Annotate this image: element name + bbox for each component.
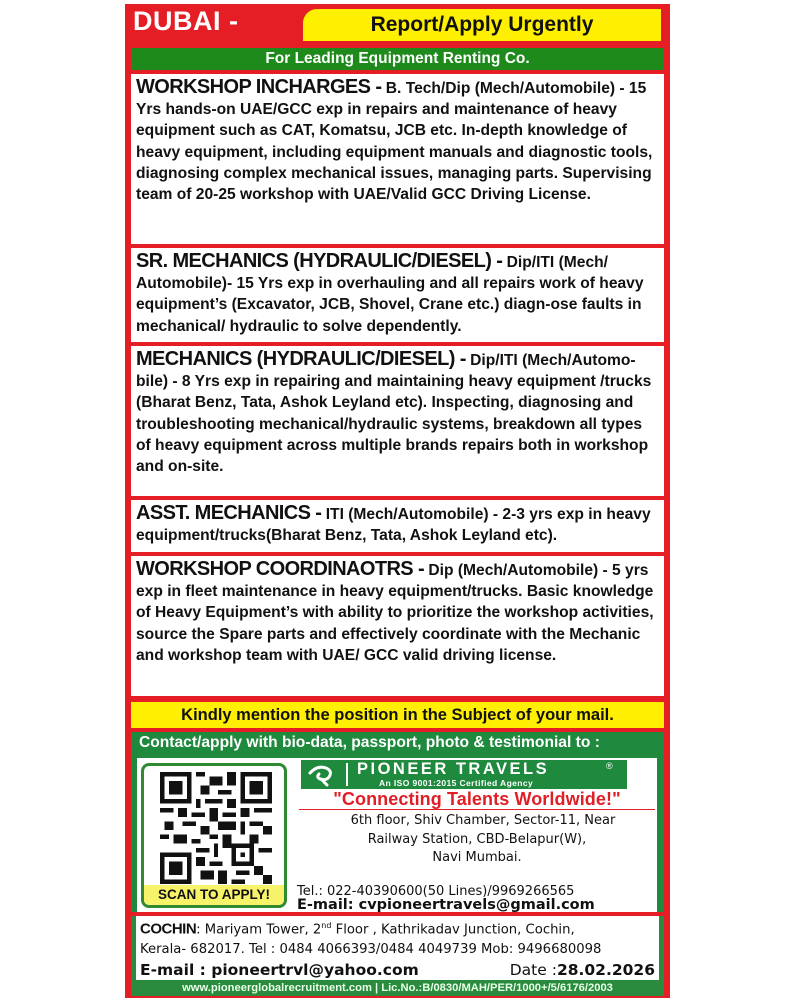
cochin-email[interactable]: E-mail : pioneertrvl@yahoo.com bbox=[140, 961, 419, 980]
scan-to-apply-label: SCAN TO APPLY! bbox=[144, 885, 284, 905]
agency-address bbox=[297, 812, 657, 868]
agency-tagline: "Connecting Talents Worldwide!" bbox=[299, 789, 655, 810]
job-title: WORKSHOP COORDINAOTRS - bbox=[136, 558, 425, 580]
job-description: B. Tech/Dip (Mech/Automobile) - 15 Yrs hands-on UAE/GCC exp in repairs and maintenance of heavy equipment such as CAT, Komatsu, JCB etc. In-depth knowledge of heavy equipment, including equipment manuals and diagnostic tools, diagnosing complex mechanical issues, managing parts. Supervising team of 20-25 workshop with UAE/Valid GCC Driving License. bbox=[136, 80, 653, 204]
job-title: ASST. MECHANICS - bbox=[136, 502, 322, 524]
qr-code-box[interactable] bbox=[141, 763, 287, 908]
job-workshop-coordinators bbox=[131, 556, 664, 696]
cochin-address-part: Floor , Kathrikadav Junction, Cochin, bbox=[331, 922, 575, 938]
job-description: Dip (Mech/Automobile) - 5 yrs exp in fleet maintenance in heavy equipment/trucks. Basic knowledge of Heavy Equipment’s with ability to prioritize the workshop activities, source the Spare parts and effectively coordinate with the Mechanic and workshop team with UAE/ GCC valid driving license. bbox=[136, 562, 654, 664]
address-line: Navi Mumbai. bbox=[432, 850, 522, 865]
job-workshop-incharges bbox=[131, 74, 664, 244]
agency-email[interactable]: E-mail: cvpioneertravels@gmail.com bbox=[297, 897, 595, 913]
contact-card bbox=[137, 758, 657, 912]
cochin-office bbox=[131, 916, 664, 980]
job-description: Dip/ITI (Mech/ Automobile)- 15 Yrs exp in overhauling and all repairs work of heavy equipment’s (Excavator, JCB, Shovel, Crane etc.) diagn-ose faults in mechanical/ hydraulic to solve dependently. bbox=[136, 254, 644, 335]
ordinal-suffix: nd bbox=[321, 921, 332, 930]
header bbox=[125, 4, 670, 46]
cochin-address-part: : Mariyam Tower, 2 bbox=[196, 922, 322, 938]
contact-section bbox=[131, 732, 664, 912]
job-title: WORKSHOP INCHARGES - bbox=[136, 76, 382, 98]
pioneer-logo-icon bbox=[307, 763, 335, 787]
logo-divider bbox=[346, 763, 348, 786]
footer-website-license[interactable]: www.pioneerglobalrecruitment.com | Lic.No.:B/0830/MAH/PER/1000+/5/6176/2003 bbox=[131, 980, 664, 996]
agency-name: PIONEER TRAVELS bbox=[357, 760, 550, 778]
contact-heading: Contact/apply with bio-data, passport, photo & testimonial to : bbox=[139, 734, 600, 751]
urgency-banner: Report/Apply Urgently bbox=[303, 9, 661, 41]
subject-notice: Kindly mention the position in the Subject of your mail. bbox=[131, 702, 664, 728]
cochin-label: COCHIN bbox=[140, 920, 197, 938]
job-asst-mechanics bbox=[131, 500, 664, 552]
cochin-address-line1 bbox=[140, 916, 659, 940]
job-description: Dip/ITI (Mech/Automo-bile) - 8 Yrs exp in repairing and maintaining heavy equipment /trucks (Bharat Benz, Tata, Ashok Leyland etc). Inspecting, diagnosing and troubleshooting mechanical/hydraulic systems, breakdown all types of heavy equipment across multiple brands repairs both in workshop and on-site. bbox=[136, 352, 652, 476]
job-description: ITI (Mech/Automobile) - 2-3 yrs exp in heavy equipment/trucks(Bharat Benz, Tata, Ashok Leyland etc). bbox=[136, 506, 651, 545]
cochin-address-line2: Kerala- 682017. Tel : 0484 4066393/0484 4049739 Mob: 9496680098 bbox=[140, 942, 602, 958]
agency-phone[interactable]: Tel.: 022-40390600(50 Lines)/9969266565 bbox=[297, 884, 575, 899]
qr-code-icon[interactable] bbox=[160, 772, 272, 884]
date-label: Date : bbox=[509, 961, 557, 980]
post-date bbox=[510, 960, 655, 981]
job-sr-mechanics bbox=[131, 248, 664, 342]
company-banner: For Leading Equipment Renting Co. bbox=[131, 48, 664, 70]
date-value: 28.02.2026 bbox=[556, 961, 655, 980]
job-mechanics bbox=[131, 346, 664, 496]
job-title: MECHANICS (HYDRAULIC/DIESEL) - bbox=[136, 348, 466, 370]
agency-banner bbox=[301, 760, 627, 789]
location-label: DUBAI - bbox=[133, 6, 239, 36]
job-advertisement-poster bbox=[125, 4, 670, 998]
registered-mark: ® bbox=[606, 761, 613, 771]
address-line: Railway Station, CBD-Belapur(W), bbox=[367, 831, 587, 847]
address-line: 6th floor, Shiv Chamber, Sector-11, Near bbox=[350, 813, 616, 828]
cochin-email-date-row bbox=[140, 960, 659, 981]
agency-iso: An ISO 9001:2015 Certified Agency bbox=[379, 778, 534, 788]
job-title: SR. MECHANICS (HYDRAULIC/DIESEL) - bbox=[136, 250, 503, 272]
